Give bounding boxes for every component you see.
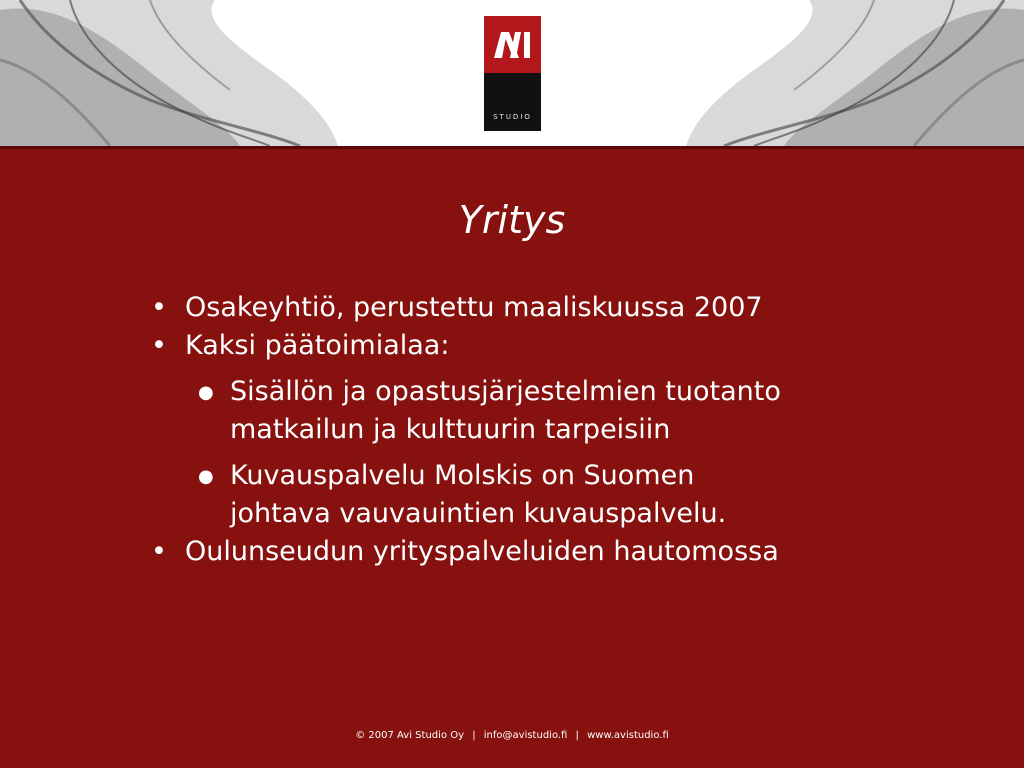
slide-title: Yritys — [458, 198, 566, 242]
smoke-decoration-left — [0, 0, 340, 146]
bullet-item — [145, 533, 905, 571]
sub-bullet-icon: ● — [198, 382, 214, 403]
sub-bullet-icon: ● — [198, 466, 214, 487]
bullet-text: Kaksi päätoimialaa: — [185, 330, 450, 361]
footer — [0, 729, 1024, 743]
bullet-text: Oulunseudun yrityspalveluiden hautomossa — [185, 536, 779, 567]
footer-separator: | — [575, 730, 579, 741]
sub-bullet-item — [145, 457, 905, 533]
logo-subtitle: STUDIO — [493, 113, 532, 121]
logo-mark-block — [484, 16, 541, 73]
bullet-item — [145, 327, 905, 365]
sub-bullet-line: Sisällön ja opastusjärjestelmien tuotanto — [230, 376, 781, 407]
logo-mark-icon — [494, 32, 531, 58]
bullet-icon: • — [151, 292, 167, 323]
header-banner — [0, 0, 1024, 146]
smoke-decoration-right — [684, 0, 1024, 146]
bullet-item — [145, 289, 905, 327]
sub-bullet-line: matkailun ja kulttuurin tarpeisiin — [230, 414, 671, 445]
bullet-text: Osakeyhtiö, perustettu maaliskuussa 2007 — [185, 292, 763, 323]
sub-bullet-line: johtava vauvauintien kuvauspalvelu. — [230, 498, 727, 529]
avi-studio-logo — [484, 16, 541, 131]
bullet-icon: • — [151, 536, 167, 567]
footer-email-link[interactable]: info@avistudio.fi — [483, 730, 568, 741]
sub-bullet-line: Kuvauspalvelu Molskis on Suomen — [230, 460, 695, 491]
sub-bullet-item — [145, 373, 905, 449]
footer-separator: | — [472, 730, 476, 741]
footer-copyright: © 2007 Avi Studio Oy — [355, 730, 465, 741]
footer-website-link[interactable]: www.avistudio.fi — [587, 730, 669, 741]
header-divider — [0, 146, 1024, 149]
bullet-icon: • — [151, 330, 167, 361]
logo-subtitle-block — [484, 73, 541, 131]
slide-content — [145, 289, 905, 571]
